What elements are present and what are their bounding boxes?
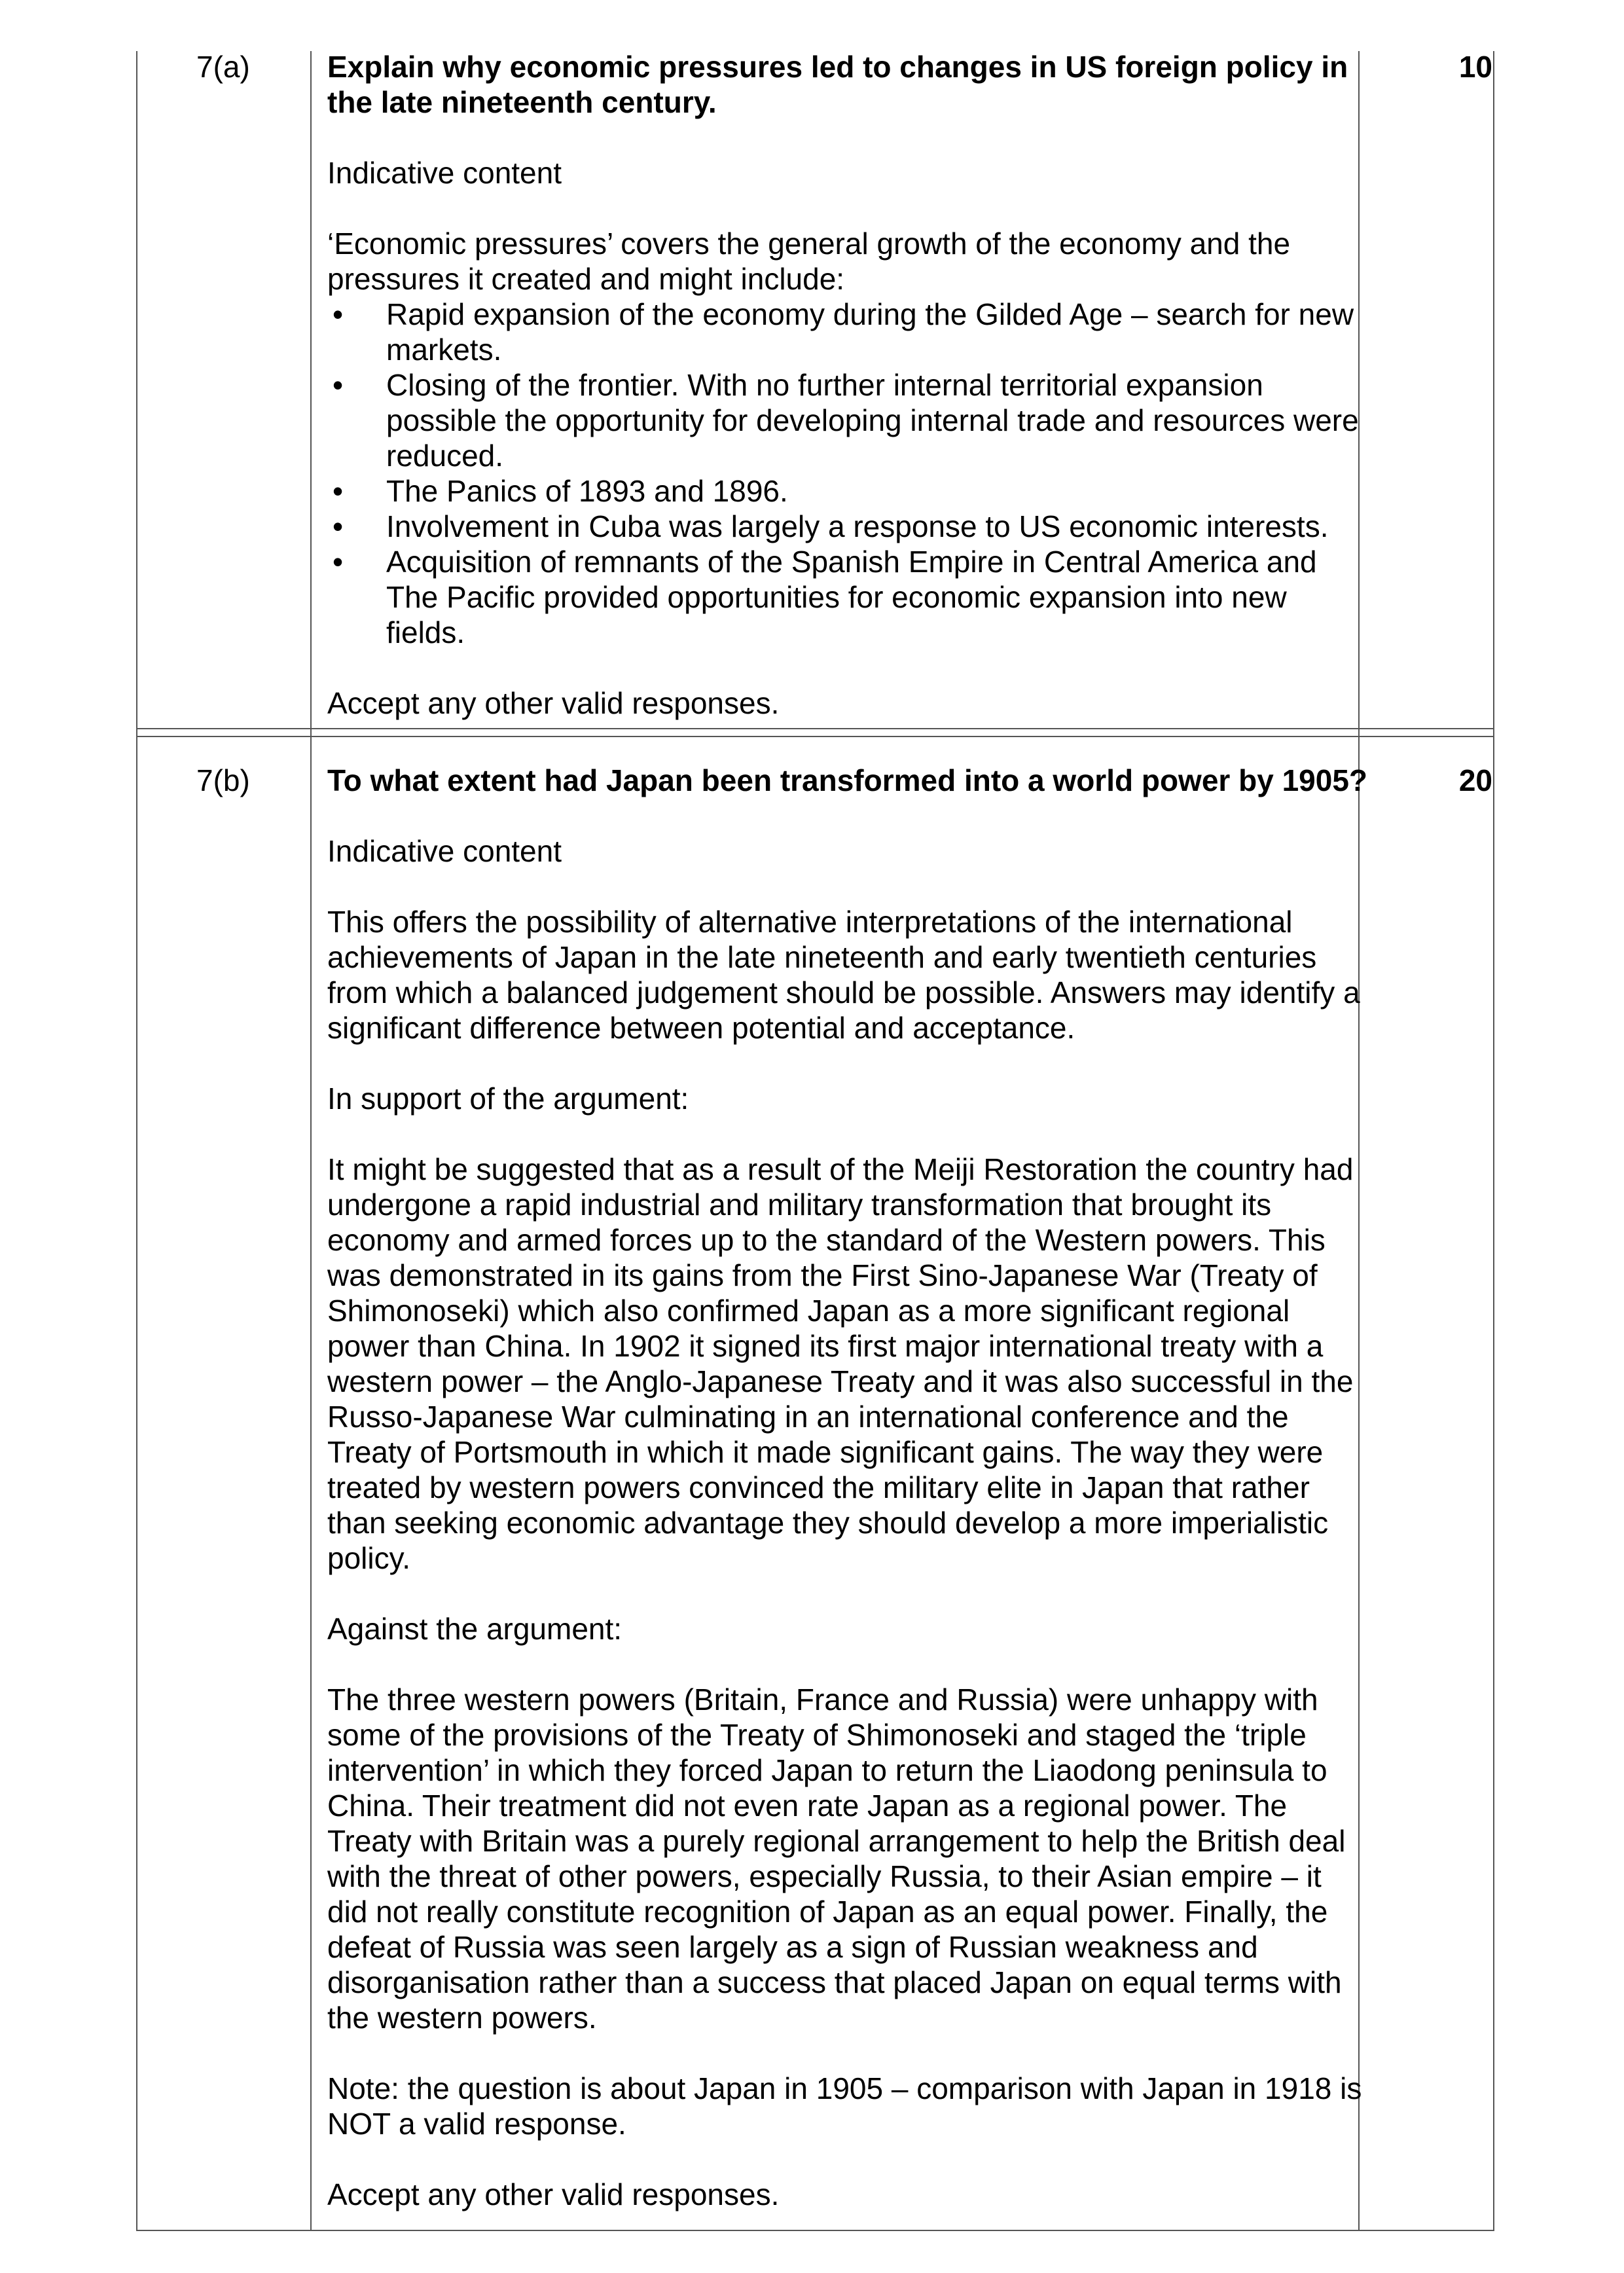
bullet-icon: • [333, 368, 344, 402]
indicative-content-label: Indicative content [327, 834, 562, 868]
support-paragraph: It might be suggested that as a result of the Meiji Restoration the country had undergone a rapid industrial and military transformation that brought its economy and armed forces up to the standard of the Western powers. This was demonstrated in its gains from the First Sino-Japanese War (Treaty of Shimonoseki) which also confirmed Japan as a more significant regional power than China. In 1902 it signed its first major international treaty with a western power – the Anglo-Japanese Treaty and it was also successful in the Russo-Japanese War culminating in an international conference and the Treaty of Portsmouth in which it made significant gains. The way they were treated by western powers convinced the military elite in Japan that rather than seeking economic advantage they should develop a more imperialistic policy. [327, 1152, 1354, 1575]
list-item: • Closing of the frontier. With no further internal territorial expansion possible the opportunity for developing internal trade and resources were reduced. [333, 368, 1359, 473]
accept-note: Accept any other valid responses. [327, 686, 780, 720]
table-left-border [136, 51, 137, 2231]
question-content [327, 763, 1368, 2212]
question-number: 7(b) [196, 763, 250, 797]
bullet-icon: • [333, 509, 344, 543]
note-paragraph: Note: the question is about Japan in 1905 – comparison with Japan in 1918 is NOT a valid response. [327, 2071, 1362, 2141]
bullet-icon: • [333, 474, 344, 508]
list-item: • The Panics of 1893 and 1896. [333, 474, 788, 508]
indicative-content-label: Indicative content [327, 156, 562, 190]
row-separator-bottom [136, 736, 1494, 737]
table-bottom-border [136, 2230, 1494, 2231]
marks-value: 20 [1458, 763, 1492, 797]
bullet-list [327, 297, 1368, 650]
question-number: 7(a) [196, 50, 250, 84]
against-heading: Against the argument: [327, 1612, 623, 1646]
column-divider-left [310, 51, 312, 2231]
list-item: • Involvement in Cuba was largely a response to US economic interests. [333, 509, 1329, 543]
question-text: To what extent had Japan been transformed into a world power by 1905? [327, 763, 1367, 797]
table-right-border [1493, 51, 1494, 2231]
list-item: • Rapid expansion of the economy during the Gilded Age – search for new markets. [333, 297, 1354, 367]
accept-note: Accept any other valid responses. [327, 2177, 780, 2211]
row-separator-top [136, 728, 1494, 729]
intro-paragraph: ‘Economic pressures’ covers the general growth of the economy and the pressures it created and might include: [327, 227, 1291, 296]
bullet-icon: • [333, 545, 344, 579]
against-paragraph: The three western powers (Britain, France and Russia) were unhappy with some of the provisions of the Treaty of Shimonoseki and staged the ‘triple intervention’ in which they forced Japan to return the Liaodong peninsula to China. Their treatment did not even rate Japan as a regional power. The Treaty with Britain was a purely regional arrangement to help the British deal with the threat of other powers, especially Russia, to their Asian empire – it did not really constitute recognition of Japan as an equal power. Finally, the defeat of Russia was seen largely as a sign of Russian weakness and disorganisation rather than a success that placed Japan on equal terms with the western powers. [327, 1682, 1346, 2035]
marks-value: 10 [1458, 50, 1492, 84]
support-heading: In support of the argument: [327, 1082, 689, 1116]
question-content [327, 49, 1368, 721]
question-text: Explain why economic pressures led to changes in US foreign policy in the late nineteenth century. [327, 50, 1348, 119]
list-item: • Acquisition of remnants of the Spanish Empire in Central America and The Pacific provided opportunities for economic expansion into new fields. [333, 545, 1317, 649]
intro-paragraph: This offers the possibility of alternative interpretations of the international achievements of Japan in the late nineteenth and early twentieth centuries from which a balanced judgement should be possible. Answers may identify a significant difference between potential and acceptance. [327, 905, 1360, 1045]
bullet-icon: • [333, 297, 344, 331]
